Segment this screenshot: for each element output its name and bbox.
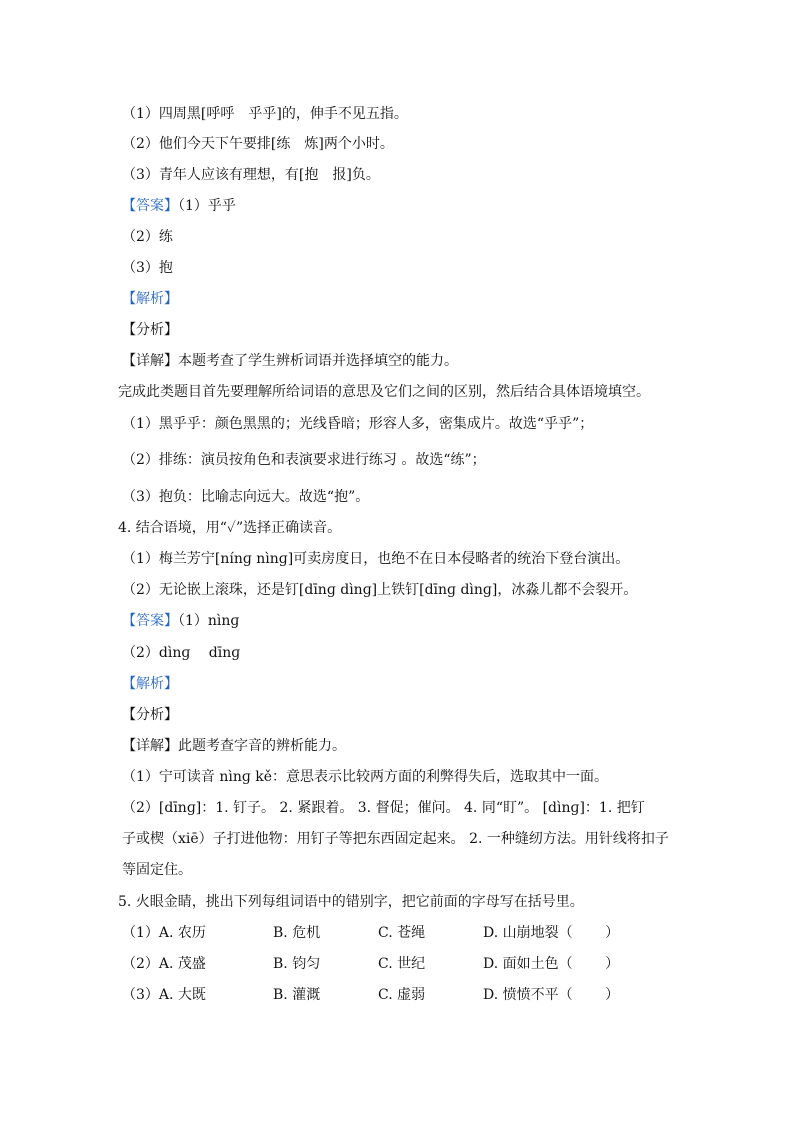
q5-option-c: C. 世纪 <box>378 956 426 972</box>
q4-answer-2: （2）dìnɡ dīnɡ <box>122 645 241 661</box>
q3-jiexi-tag: 【解析】 <box>122 291 178 307</box>
q3-item-3: （3）青年人应该有理想，有[抱 报]负。 <box>122 167 380 183</box>
q3-xiangjie-line <box>122 351 458 371</box>
xiangjie-tag: 【详解】 <box>122 738 178 754</box>
q3-answer-2: （2）练 <box>122 229 173 245</box>
answer-tag: 【答案】 <box>122 613 178 629</box>
q5-option-c: C. 虚弱 <box>378 987 426 1003</box>
q4-xiangjie-line <box>122 736 346 756</box>
q3-answer-line <box>122 196 236 216</box>
q4-explain-2: 子或楔（xiē）子打进他物：用钉子等把东西固定起来。 2. 一种缝纫方法。用针线将扣子 <box>122 831 669 847</box>
q5-option-d: D. 面如土色（ ） <box>483 956 620 972</box>
q3-explain-3: （3）抱负：比喻志向远大。故选“抱”。 <box>122 489 370 505</box>
q3-explain-1: （1）黑乎乎：颜色黑黑的；光线昏暗；形容人多，密集成片。故选“乎乎”； <box>122 416 594 432</box>
q4-explain-1: （2）[dīnɡ]：1. 钉子。 2. 紧跟着。 3. 督促；催问。 4. 同“盯”。 [dìnɡ]：1. 把钉 <box>122 800 645 816</box>
q4-stem: 4. 结合语境，用“✓”选择正确读音。 <box>118 520 342 536</box>
answer-tag: 【答案】 <box>122 198 178 214</box>
q4-explain-0: （1）宁可读音 nìnɡ kě：意思表示比较两方面的利弊得失后，选取其中一面。 <box>122 769 609 785</box>
q5-row-3 <box>122 985 620 1085</box>
q4-jiexi-tag: 【解析】 <box>122 676 178 692</box>
q4-answer-1: （1）nìnɡ <box>178 613 240 629</box>
q5-option-a: （3）A. 大既 <box>122 987 206 1003</box>
q5-option-b: B. 灌溉 <box>273 987 321 1003</box>
q5-option-c: C. 苍绳 <box>378 925 426 941</box>
q3-xiangjie-text: 本题考查了学生辨析词语并选择填空的能力。 <box>178 353 458 369</box>
q5-stem: 5. 火眼金睛，挑出下列每组词语中的错别字，把它前面的字母写在括号里。 <box>118 894 584 910</box>
q3-answer-1: （1）乎乎 <box>178 198 236 214</box>
q3-explain-0: 完成此类题目首先要理解所给词语的意思及它们之间的区别，然后结合具体语境填空。 <box>118 384 650 400</box>
q5-option-a: （1）A. 农历 <box>122 925 206 941</box>
q5-option-a: （2）A. 茂盛 <box>122 956 206 972</box>
q4-fenxi-tag: 【分析】 <box>122 707 178 723</box>
q5-option-d: D. 愤愤不平（ ） <box>483 987 620 1003</box>
q4-explain-3: 等固定住。 <box>122 862 192 878</box>
q3-item-1: （1）四周黑[呼呼 乎乎]的，伸手不见五指。 <box>122 106 408 122</box>
q5-option-d: D. 山崩地裂（ ） <box>483 925 620 941</box>
q4-xiangjie-text: 此题考查字音的辨析能力。 <box>178 738 346 754</box>
q4-item-2: （2）无论嵌上滚珠，还是钉[dīnɡ dìnɡ]上铁钉[dīnɡ dìnɡ]，冰淼儿都不会裂开。 <box>122 582 638 598</box>
q5-option-b: B. 危机 <box>273 925 321 941</box>
q4-answer-line <box>122 611 239 631</box>
q3-fenxi-tag: 【分析】 <box>122 322 178 338</box>
q3-explain-2: （2）排练：演员按角色和表演要求进行练习 。故选“练”； <box>122 452 486 468</box>
q5-option-b: B. 钧匀 <box>273 956 321 972</box>
xiangjie-tag: 【详解】 <box>122 353 178 369</box>
q3-answer-3: （3）抱 <box>122 260 173 276</box>
q4-item-1: （1）梅兰芳宁[nínɡ nìnɡ]可卖房度日，也绝不在日本侵略者的统治下登台演出。 <box>122 551 630 567</box>
q3-item-2: （2）他们今天下午要排[练 炼]两个小时。 <box>122 136 394 152</box>
